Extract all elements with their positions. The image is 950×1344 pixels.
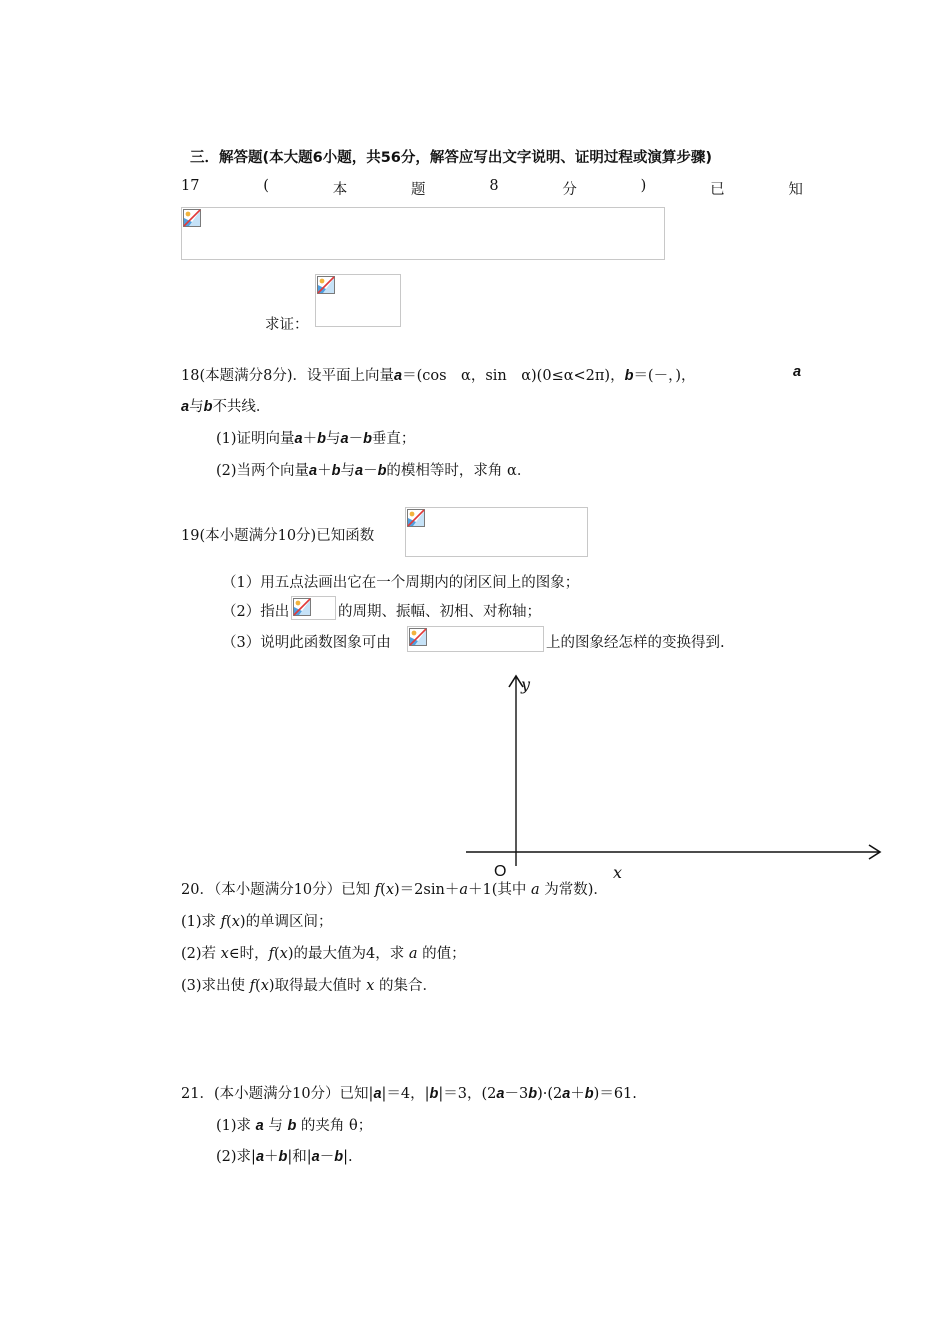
q20-var: f [374, 882, 381, 898]
q18-text: － [348, 431, 364, 447]
q18-text: 18(本题满分8分)．设平面上向量 [181, 368, 394, 384]
vector-b: b [377, 463, 387, 479]
vector-a: a [562, 1086, 571, 1102]
vector-a: a [309, 463, 318, 479]
vector-a: a [394, 368, 403, 384]
q20-text: ＋1(其中 [467, 882, 531, 898]
q19-part2-prefix: （2）指出 [222, 604, 290, 620]
broken-image-icon [183, 209, 201, 227]
vector-b: b [624, 368, 634, 384]
q19-part2-image [291, 596, 336, 620]
q20-text: (2)若 [181, 946, 221, 962]
q18-text: 不共线． [212, 399, 271, 415]
vector-b: b [278, 1149, 288, 1165]
q19-intro: 19(本小题满分10分)已知函数 [181, 528, 375, 544]
vector-a: a [373, 1086, 382, 1102]
section-heading: 三．解答题(本大题6小题，共56分，解答应写出文字说明、证明过程或演算步骤) [190, 150, 713, 166]
q21-text: |. [343, 1149, 353, 1165]
vector-a: a [354, 463, 364, 479]
q18-part2 [216, 459, 531, 480]
q18-text: ＝(－，)， [633, 368, 696, 384]
q20-var: a [459, 882, 468, 898]
vector-a: a [294, 431, 303, 447]
q17-prove-label: 求证： [265, 317, 309, 333]
q19-part2-suffix: 的周期、振幅、初相、对称轴； [338, 604, 541, 620]
q21-text: － [319, 1149, 335, 1165]
vector-b: b [334, 1149, 344, 1165]
q18-text: 与 [325, 431, 341, 447]
q18-line1 [181, 364, 696, 385]
q18-text: ＋ [302, 431, 318, 447]
vector-b: b [584, 1086, 594, 1102]
coordinate-axes [460, 670, 890, 870]
broken-image-icon [293, 598, 311, 616]
vector-b: b [363, 431, 372, 447]
q17-part: ( [263, 178, 269, 194]
q17-part: 17 [181, 178, 200, 194]
q21-text: 21．(本小题满分10分）已知| [181, 1086, 374, 1102]
q18-text: ＋ [317, 463, 332, 479]
q17-part: ) [640, 178, 647, 194]
q20-var: x [366, 978, 375, 994]
broken-image-icon [409, 628, 427, 646]
vector-a: a [793, 364, 802, 380]
q17-part: 题 [411, 182, 426, 198]
q20-text: 取得最大值时 [274, 978, 367, 994]
q21-text: )＝61. [593, 1086, 637, 1102]
q20-text: (1)求 [181, 914, 221, 930]
vector-b: b [287, 1118, 297, 1134]
q21-text: |＝3，(2 [438, 1086, 497, 1102]
q20-line3: (2)若 x∈时，f(x)的最大值为4，求 a 的值； [181, 946, 466, 962]
q18-line2 [181, 395, 270, 416]
q20-text: 的单调区间； [245, 914, 333, 930]
q20-var: x [260, 978, 269, 994]
q17-part: 分 [562, 182, 577, 198]
q20-line1: 20．（本小题满分10分）已知 f(x)＝2sin＋a＋1(其中 a 为常数)． [181, 882, 608, 898]
q21-text: 的夹角 θ； [296, 1118, 373, 1134]
y-axis-label: y [521, 675, 531, 694]
q21-line2 [216, 1114, 372, 1135]
q17-part: 已 [710, 182, 725, 198]
q18-text: (1)证明向量 [216, 431, 295, 447]
q20-text: 的最大值为4，求 [293, 946, 409, 962]
q21-line1 [181, 1082, 637, 1103]
vector-a: a [255, 1118, 264, 1134]
q20-text: 20．（本小题满分10分）已知 [181, 882, 375, 898]
q21-text: (1)求 [216, 1118, 256, 1134]
q20-text: ∈时， [228, 946, 269, 962]
q21-text: ＋ [570, 1086, 585, 1102]
q20-line2: (1)求 f(x)的单调区间； [181, 914, 333, 930]
q20-var: x [220, 946, 229, 962]
q20-var: x [385, 882, 394, 898]
q17-part: 知 [788, 182, 803, 198]
vector-b: b [317, 431, 326, 447]
q18-text: ＝(cos α，sin α)(0≤α<2π)， [402, 368, 625, 384]
vector-a: a [496, 1086, 505, 1102]
vector-a: a [340, 431, 349, 447]
q20-text: 为常数)． [539, 882, 608, 898]
x-axis-label: x [613, 863, 623, 882]
q19-part3-suffix: 上的图象经怎样的变换得到. [546, 635, 725, 651]
q21-text: －3 [504, 1086, 529, 1102]
q20-var: a [530, 882, 540, 898]
q20-var: x [279, 946, 288, 962]
q20-line4: (3)求出使 f(x)取得最大值时 x 的集合． [181, 978, 437, 994]
q20-var: f [220, 914, 227, 930]
q17-header [181, 178, 803, 199]
q17-prove-image [315, 274, 401, 327]
q17-part: 8 [489, 178, 499, 194]
q18-part1 [216, 427, 415, 448]
vector-a: a [311, 1149, 320, 1165]
q20-text: ＝2sin＋ [399, 882, 460, 898]
q21-text: )·(2 [537, 1086, 563, 1102]
vector-b: b [331, 463, 341, 479]
q20-var: x [231, 914, 240, 930]
q18-text: 的模相等时，求角 α． [386, 463, 532, 479]
q21-text: (2)求| [216, 1149, 256, 1165]
q19-function-image [405, 507, 588, 557]
origin-label: O [494, 863, 507, 880]
broken-image-icon [317, 276, 335, 294]
vector-a: a [255, 1149, 265, 1165]
q20-var: a [408, 946, 418, 962]
q20-text: 的集合． [374, 978, 437, 994]
q20-var: f [249, 978, 256, 994]
vector-b: b [203, 399, 213, 415]
q21-text: |＝4，| [381, 1086, 430, 1102]
q19-part3-prefix: （3）说明此函数图象可由 [222, 635, 391, 651]
q20-var: f [268, 946, 274, 962]
q20-text: 的值； [417, 946, 466, 962]
q19-part3-image [407, 626, 544, 652]
q21-text: 与 [263, 1118, 288, 1134]
q21-line3 [216, 1145, 353, 1166]
q17-given-image [181, 207, 665, 260]
q18-text: 垂直； [371, 431, 416, 447]
broken-image-icon [407, 509, 425, 527]
vector-a: a [181, 399, 190, 415]
q18-text: (2)当两个向量 [216, 463, 310, 479]
vector-b: b [528, 1086, 538, 1102]
q17-part: 本 [332, 182, 348, 198]
q21-text: ＋ [264, 1149, 279, 1165]
vector-b: b [429, 1086, 439, 1102]
q19-part1: （1）用五点法画出它在一个周期内的闭区间上的图象； [222, 575, 580, 591]
q20-text: (3)求出使 [181, 978, 250, 994]
q21-text: |和| [287, 1149, 312, 1165]
q18-text: － [363, 463, 378, 479]
q18-text: 与 [189, 399, 204, 415]
q18-text: 与 [340, 463, 355, 479]
